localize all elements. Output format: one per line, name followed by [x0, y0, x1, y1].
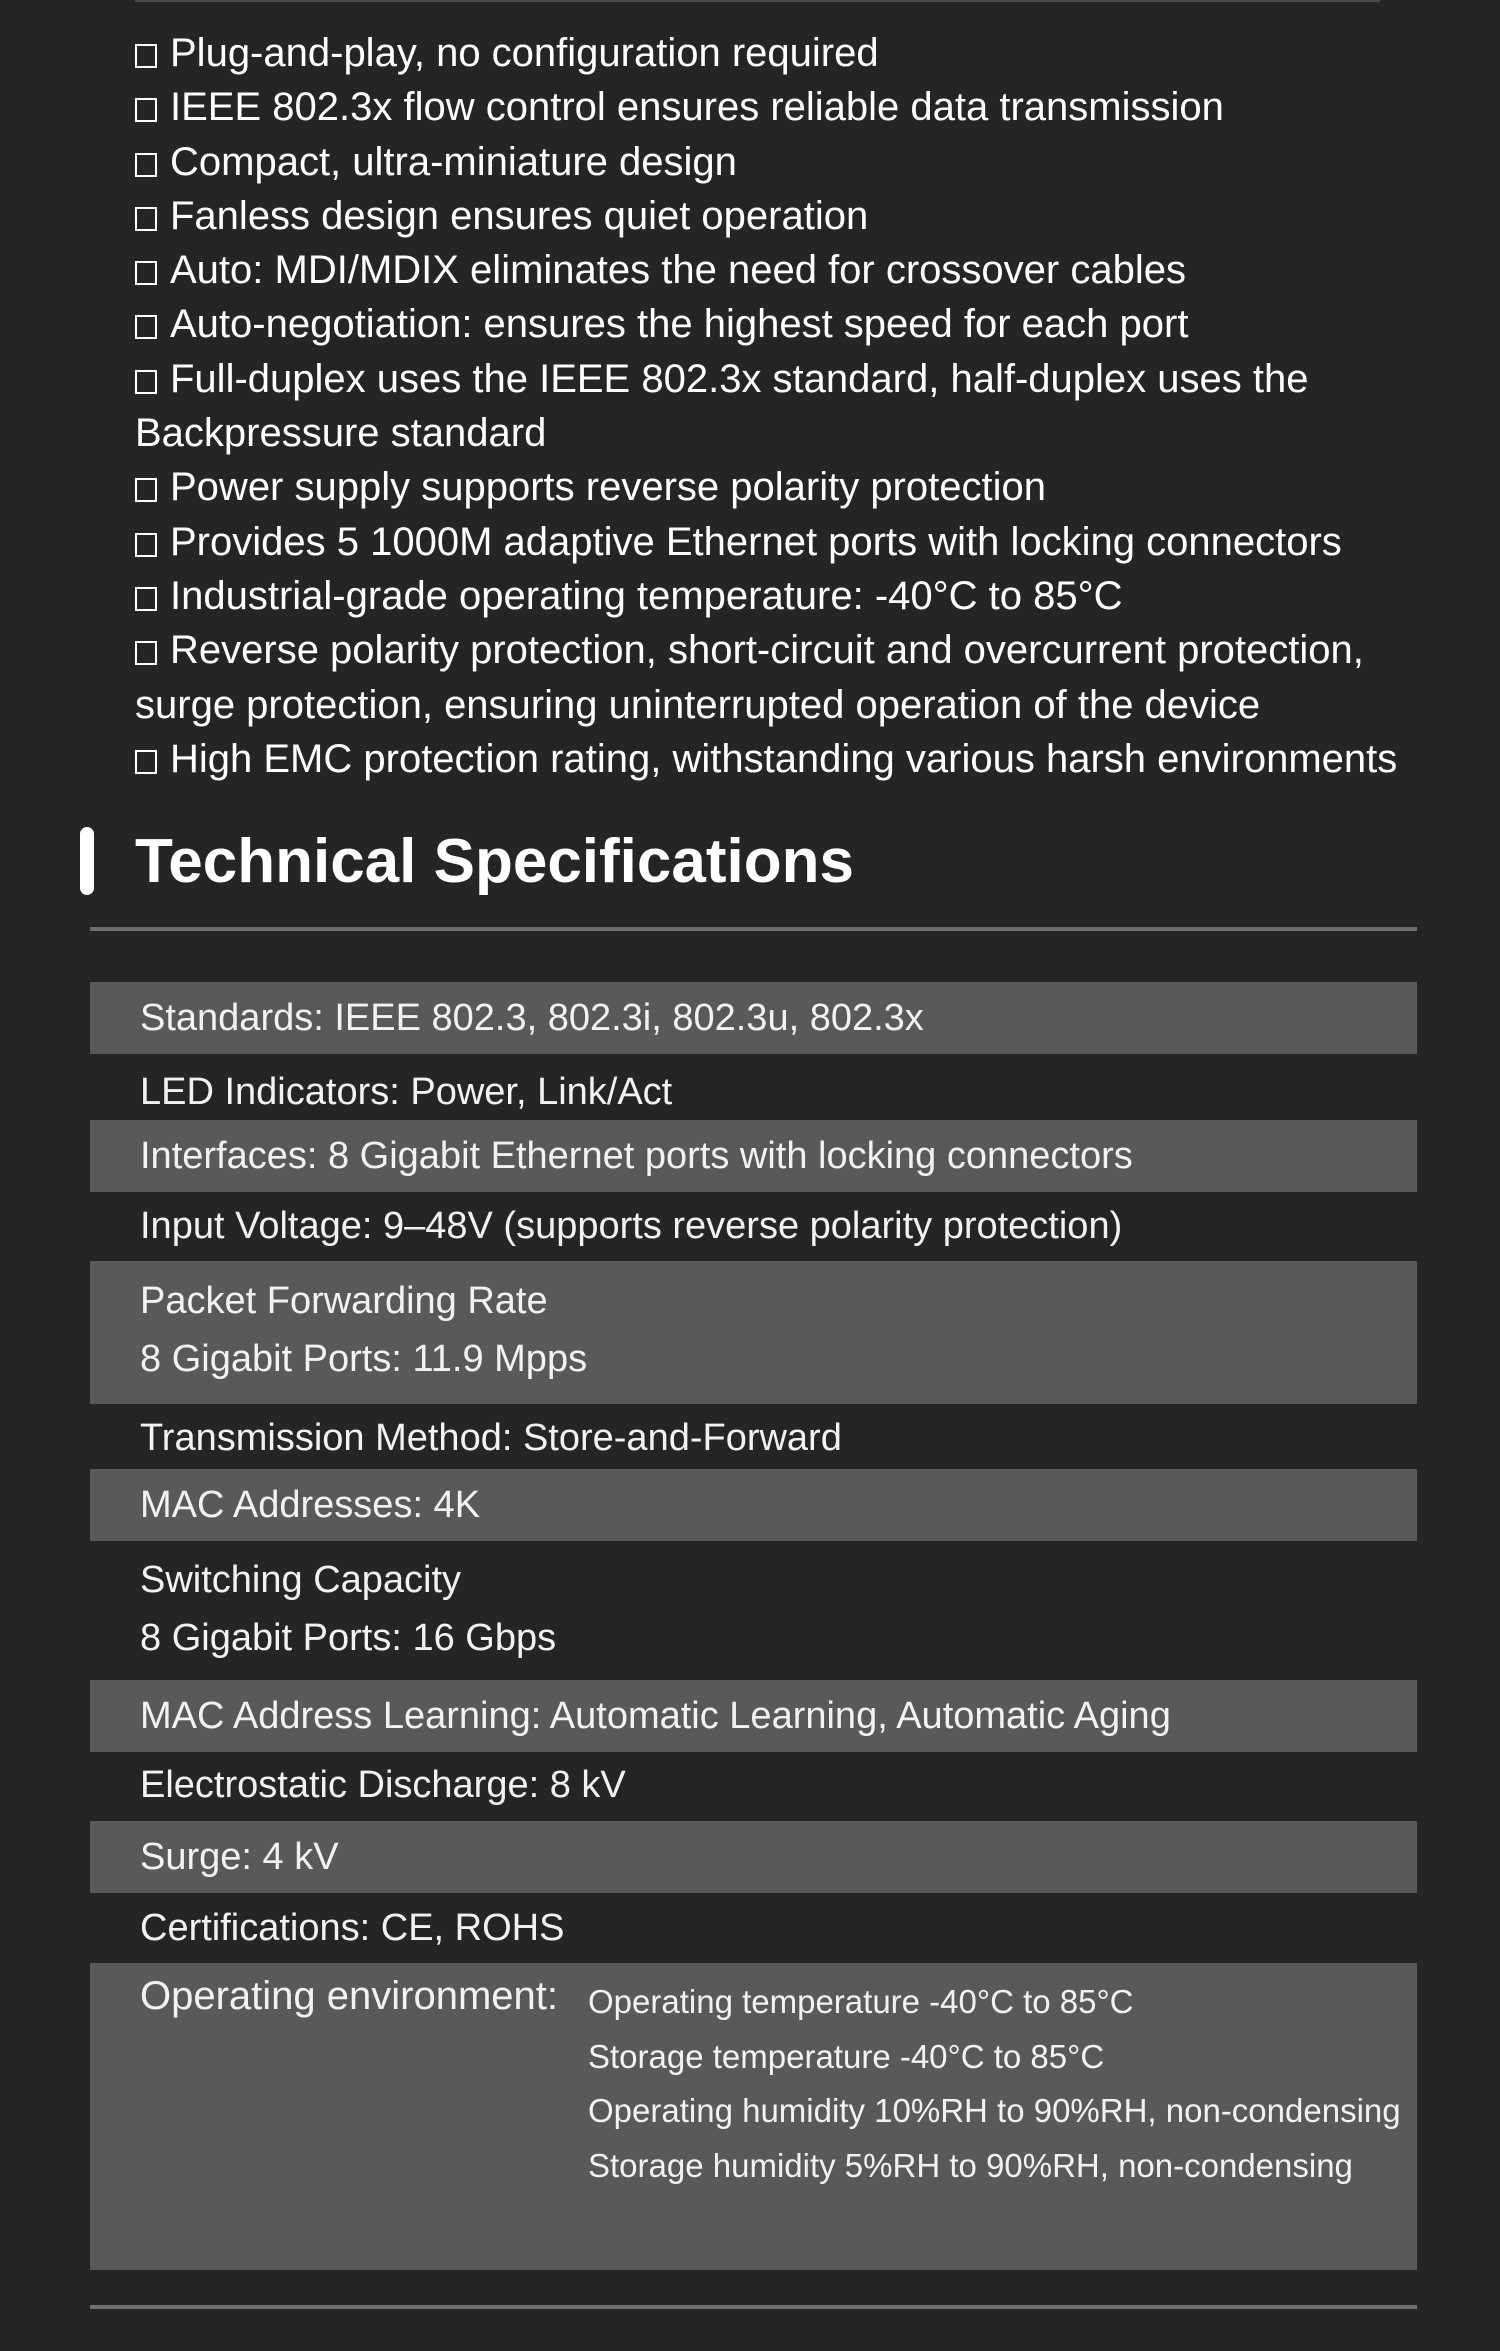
environment-line: Operating humidity 10%RH to 90%RH, non-condensing: [588, 2092, 1401, 2129]
spec-text: Surge: 4 kV: [140, 1836, 339, 1878]
spec-row-packet-forwarding-rate: [90, 1261, 1417, 1404]
environment-line: Operating temperature -40°C to 85°C: [588, 1983, 1134, 2020]
feature-text: Full-duplex uses the IEEE 802.3x standard, half-duplex uses the: [170, 356, 1309, 401]
spec-row-electrostatic-discharge: [90, 1757, 1417, 1813]
spec-text: Standards: IEEE 802.3, 802.3i, 802.3u, 802.3x: [140, 997, 924, 1039]
feature-text: High EMC protection rating, withstanding various harsh environments: [170, 736, 1398, 781]
spec-row-certifications: [90, 1900, 1417, 1956]
spec-row-switching-capacity: [90, 1551, 1417, 1677]
feature-item: [135, 569, 1485, 623]
checkbox-icon: [135, 533, 157, 557]
feature-item: [135, 460, 1485, 514]
checkbox-icon: [135, 261, 157, 285]
spec-row-standards: [90, 982, 1417, 1054]
feature-item: [135, 135, 1485, 189]
feature-text: Plug-and-play, no configuration required: [170, 31, 879, 75]
checkbox-icon: [135, 370, 157, 394]
feature-text-continued: surge protection, ensuring uninterrupted operation of the device: [135, 682, 1261, 727]
spec-text: Transmission Method: Store-and-Forward: [140, 1417, 842, 1459]
spec-text: Input Voltage: 9–48V (supports reverse polarity protection): [140, 1205, 1123, 1247]
feature-text: Reverse polarity protection, short-circuit and overcurrent protection,: [170, 628, 1364, 673]
feature-text: Compact, ultra-miniature design: [170, 139, 737, 184]
section-divider: [90, 927, 1417, 931]
feature-text: Power supply supports reverse polarity protection: [170, 465, 1046, 510]
spec-row-surge: [90, 1821, 1417, 1893]
feature-item: [135, 26, 1485, 80]
spec-row-transmission-method: [90, 1410, 1417, 1466]
checkbox-icon: [135, 587, 157, 611]
spec-text: 8 Gigabit Ports: 16 Gbps: [140, 1617, 557, 1659]
environment-line: Storage humidity 5%RH to 90%RH, non-condensing: [588, 2146, 1353, 2184]
header-accent-bar: [80, 827, 94, 895]
feature-text-continued: Backpressure standard: [135, 411, 547, 456]
feature-item: [135, 515, 1485, 569]
spec-row-operating-environment: [90, 1963, 1417, 2270]
spec-row-mac-addresses: [90, 1469, 1417, 1541]
checkbox-icon: [135, 153, 157, 177]
feature-text: Fanless design ensures quiet operation: [170, 193, 869, 238]
spec-text: MAC Address Learning: Automatic Learning, Automatic Aging: [140, 1695, 1171, 1737]
feature-text: Auto: MDI/MDIX eliminates the need for crossover cables: [170, 248, 1186, 293]
bottom-divider: [90, 2305, 1417, 2309]
feature-text: IEEE 802.3x flow control ensures reliable data transmission: [170, 85, 1224, 130]
spec-row-mac-address-learning: [90, 1680, 1417, 1752]
spec-text: LED Indicators: Power, Link/Act: [140, 1071, 673, 1113]
feature-item: [135, 297, 1485, 351]
checkbox-icon: [135, 315, 157, 339]
spec-row-led-indicators: [90, 1064, 1417, 1120]
feature-item: [135, 732, 1485, 786]
spec-text: Switching Capacity: [140, 1559, 462, 1601]
top-divider: [135, 0, 1380, 2]
spec-text: Interfaces: 8 Gigabit Ethernet ports with locking connectors: [140, 1135, 1133, 1177]
checkbox-icon: [135, 641, 157, 665]
feature-text: Provides 5 1000M adaptive Ethernet ports with locking connectors: [170, 519, 1342, 564]
spec-text: Electrostatic Discharge: 8 kV: [140, 1764, 626, 1806]
environment-line: Storage temperature -40°C to 85°C: [588, 2037, 1105, 2075]
feature-text: Industrial-grade operating temperature: -40°C to 85°C: [170, 573, 1123, 618]
checkbox-icon: [135, 750, 157, 774]
environment-label: Operating environment:: [140, 1974, 559, 2018]
feature-item: [135, 243, 1485, 297]
feature-item: [135, 80, 1485, 134]
feature-item: [135, 623, 1485, 732]
environment-details: [588, 1975, 1401, 2193]
spec-row-input-voltage: [90, 1196, 1417, 1260]
feature-text: Auto-negotiation: ensures the highest speed for each port: [170, 302, 1189, 347]
spec-row-interfaces: [90, 1120, 1417, 1192]
feature-list: [135, 26, 1485, 786]
section-title: Technical Specifications: [135, 827, 854, 896]
checkbox-icon: [135, 98, 157, 122]
checkbox-icon: [135, 44, 157, 68]
spec-text: Packet Forwarding Rate: [140, 1280, 548, 1322]
spec-text: Certifications: CE, ROHS: [140, 1907, 565, 1949]
checkbox-icon: [135, 478, 157, 502]
feature-item: [135, 189, 1485, 243]
spec-text: MAC Addresses: 4K: [140, 1484, 481, 1526]
checkbox-icon: [135, 207, 157, 231]
feature-item: [135, 352, 1485, 461]
spec-text: 8 Gigabit Ports: 11.9 Mpps: [140, 1338, 588, 1380]
